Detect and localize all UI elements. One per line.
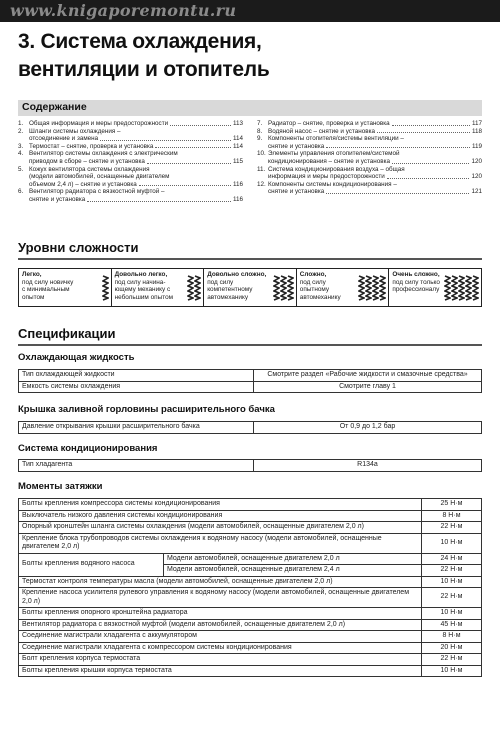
toc-item-line-text: Элементы управления отопителем/системой	[268, 150, 400, 158]
torque-sublabel: Модели автомобилей, оснащенные двигателем 2,0 л	[164, 553, 422, 565]
ac-table	[18, 459, 482, 472]
toc-page-number: 113	[232, 120, 243, 127]
torque-row	[19, 533, 482, 553]
difficulty-description-line: небольшим опытом	[114, 293, 174, 301]
difficulty-label: Сложно,	[299, 271, 327, 278]
difficulty-description-line: профессионалу	[392, 286, 440, 294]
wrench-icon	[102, 274, 109, 302]
toc-page-number: 116	[232, 195, 243, 203]
toc-item-line	[268, 158, 482, 166]
toc-item-line	[29, 150, 243, 158]
toc-item	[257, 120, 482, 128]
toc-page-number: 116	[232, 180, 243, 188]
torque-value: 8 Н·м	[422, 631, 482, 643]
difficulty-description-line: под силу	[299, 278, 326, 286]
spec-value: Смотрите раздел «Рабочие жидкости и смазочные средства»	[254, 370, 482, 382]
difficulty-icons	[357, 271, 386, 304]
difficulty-icons	[443, 271, 479, 304]
torque-row	[19, 665, 482, 677]
toc-item-number: 11.	[257, 165, 266, 173]
toc-item-number: 3.	[18, 142, 24, 150]
toc-item-line	[268, 150, 482, 158]
difficulty-text	[22, 271, 101, 304]
toc-item-text	[268, 181, 482, 196]
torque-value: 45 Н·м	[422, 619, 482, 631]
toc-item-text	[268, 166, 482, 181]
toc-item-line-text: снятие и установка	[268, 142, 325, 150]
chapter-title-line2: вентиляции и отопитель	[18, 58, 270, 81]
torque-row	[19, 576, 482, 588]
spec-row	[19, 422, 482, 434]
wrench-icon	[451, 274, 458, 302]
toc-item-line	[268, 181, 482, 189]
difficulty-label: Очень сложно,	[392, 271, 440, 278]
torque-label: Болты крепления компрессора системы кондиционирования	[19, 499, 422, 511]
toc-item	[18, 150, 243, 165]
toc-leader-dots	[147, 158, 231, 164]
toc-item-line-text: Общая информация и меры предосторожности	[29, 120, 169, 127]
cap-table	[18, 421, 482, 434]
difficulty-level	[204, 269, 297, 306]
toc-page-number: 114	[232, 135, 243, 143]
toc-item-line	[29, 173, 243, 181]
torque-value: 10 Н·м	[422, 533, 482, 553]
difficulty-description-line: под силу новичку	[22, 278, 74, 286]
toc-item-text	[268, 120, 482, 128]
toc-item-line-text: Радиатор – снятие, проверка и установка	[268, 120, 390, 127]
toc-item-line-text: снятие и установка	[268, 188, 325, 196]
toc-item-number: 8.	[257, 127, 263, 135]
difficulty-description-line: автомеханику	[299, 293, 341, 301]
torque-label: Выключатель низкого давления системы кондиционирования	[19, 510, 422, 522]
torque-value: 22 Н·м	[422, 565, 482, 577]
wrench-icon	[358, 274, 365, 302]
wrench-icon	[444, 274, 451, 302]
specs-title: Спецификации	[18, 326, 116, 341]
toc-page-number: 117	[471, 120, 482, 127]
torque-sublabel: Модели автомобилей, оснащенные двигателем 2,4 л	[164, 565, 422, 577]
toc-item-number: 12.	[257, 180, 266, 188]
toc-page-number: 121	[471, 188, 482, 196]
torque-value: 20 Н·м	[422, 642, 482, 654]
toc-item-number: 1.	[18, 120, 24, 127]
coolant-title: Охлаждающая жидкость	[18, 352, 135, 363]
toc-item-line	[268, 188, 482, 196]
toc-item-line	[29, 188, 243, 196]
toc-item-line	[268, 120, 482, 128]
specs-rule	[18, 344, 482, 346]
chapter-title-line1: 3. Система охлаждения,	[18, 30, 262, 53]
toc-item-text	[268, 135, 482, 150]
difficulty-icons	[101, 271, 109, 304]
toc-item-line	[29, 128, 243, 136]
difficulty-description-line: компетентному	[207, 286, 253, 294]
toc-item-line-text: кондиционирования – снятие и установка	[268, 157, 391, 165]
difficulty-text	[300, 271, 358, 304]
torque-label: Болт крепления корпуса термостата	[19, 654, 422, 666]
torque-label: Опорный кронштейн шланга системы охлаждения (модели автомобилей, оснащенные двигателем 2,0 л)	[19, 522, 422, 534]
toc-leader-dots	[392, 120, 470, 126]
toc-page-number: 118	[471, 127, 482, 135]
toc-item-line-text: Система кондиционирования воздуха – общая	[268, 165, 405, 173]
wrench-icon	[187, 274, 194, 302]
toc-leader-dots	[326, 143, 470, 149]
difficulty-title: Уровни сложности	[18, 240, 139, 255]
difficulty-description-line: с минимальным	[22, 286, 70, 294]
torque-label: Крепление блока трубопроводов системы охлаждения к водяному насосу (модели автомобилей, оснащенные двигателем 2,0 л)	[19, 533, 422, 553]
toc-item	[18, 143, 243, 151]
difficulty-description-line: опытному	[299, 286, 330, 294]
toc-item-line-text: Шланги системы охлаждения –	[29, 127, 121, 135]
wrench-icon	[379, 274, 386, 302]
spec-value: От 0,9 до 1,2 бар	[254, 422, 482, 434]
difficulty-text	[115, 271, 187, 304]
difficulty-level	[19, 269, 112, 306]
torque-row	[19, 608, 482, 620]
torque-row	[19, 654, 482, 666]
spec-label: Давление открывания крышки расширительного бачка	[19, 422, 254, 434]
difficulty-text	[392, 271, 443, 304]
spec-label: Тип охлаждающей жидкости	[19, 370, 254, 382]
wrench-icon	[280, 274, 287, 302]
toc-leader-dots	[87, 196, 231, 202]
difficulty-description-line: под силу	[207, 278, 234, 286]
torque-value: 8 Н·м	[422, 510, 482, 522]
toc-item-line	[268, 135, 482, 143]
difficulty-level	[112, 269, 205, 306]
difficulty-label: Довольно сложно,	[207, 271, 267, 278]
toc-item	[18, 120, 243, 128]
difficulty-description-line: под силу начина-	[114, 278, 166, 286]
toc-page-number: 115	[232, 157, 243, 165]
wrench-icon	[372, 274, 379, 302]
toc-page-number: 120	[471, 157, 482, 165]
torque-label: Болты крепления водяного насоса	[19, 553, 164, 576]
toc-leader-dots	[392, 158, 469, 164]
chapter-title	[18, 28, 269, 84]
top-bar	[0, 0, 500, 22]
torque-value: 22 Н·м	[422, 654, 482, 666]
torque-row	[19, 510, 482, 522]
difficulty-levels	[18, 268, 482, 307]
toc-item-line-text: Водяной насос – снятие и установка	[268, 127, 375, 135]
difficulty-icons	[186, 271, 201, 304]
toc-item-text	[268, 128, 482, 136]
difficulty-description-line: под силу только	[392, 278, 440, 286]
torque-row	[19, 619, 482, 631]
toc-item-line	[268, 166, 482, 174]
toc-leader-dots	[155, 143, 231, 149]
toc-leader-dots	[100, 135, 231, 141]
toc-item-line-text: снятие и установка	[29, 195, 86, 203]
toc-title: Содержание	[22, 101, 87, 113]
toc-item-line-text: (модели автомобилей, оснащенные двигателем	[29, 173, 170, 181]
coolant-table	[18, 369, 482, 393]
toc-leader-dots	[326, 188, 469, 194]
torque-label: Болты крепления опорного кронштейна радиатора	[19, 608, 422, 620]
torque-label: Крепление насоса усилителя рулевого управления к водяному насосу (модели автомобилей, оснащенные двигателем 2,0 л)	[19, 588, 422, 608]
spec-row	[19, 381, 482, 393]
toc-item-text	[29, 143, 243, 151]
difficulty-label: Довольно легко,	[114, 271, 168, 278]
torque-value: 10 Н·м	[422, 608, 482, 620]
difficulty-text	[207, 271, 272, 304]
wrench-icon	[273, 274, 280, 302]
difficulty-level	[297, 269, 390, 306]
torque-value: 25 Н·м	[422, 499, 482, 511]
toc-item-line	[29, 135, 243, 143]
toc-leader-dots	[387, 173, 470, 179]
toc-item-text	[29, 128, 243, 143]
watermark: www.knigaporemontu.ru	[10, 1, 237, 20]
wrench-icon	[465, 274, 472, 302]
torque-label: Соединение магистрали хладагента с компрессором системы кондиционирования	[19, 642, 422, 654]
toc-item-line-text: Вентилятор системы охлаждения с электрическим	[29, 150, 178, 158]
difficulty-description-line: автомеханику	[207, 293, 249, 301]
torque-label: Термостат контроля температуры масла (модели автомобилей, оснащенные двигателем 2,0 л)	[19, 576, 422, 588]
torque-row	[19, 522, 482, 534]
toc-item-line	[29, 120, 243, 128]
toc-page-number: 120	[471, 173, 482, 181]
toc-item-text	[29, 166, 243, 189]
torque-row	[19, 631, 482, 643]
difficulty-rule	[18, 258, 482, 260]
toc-item-number: 6.	[18, 188, 24, 196]
torque-label: Вентилятор радиатора с вязкостной муфтой (модели автомобилей, оснащенные двигателем 2,0 л)	[19, 619, 422, 631]
toc-item	[257, 181, 482, 196]
toc-item-number: 10.	[257, 150, 266, 158]
toc-item-number: 2.	[18, 127, 24, 135]
difficulty-label: Легко,	[22, 271, 42, 278]
torque-label: Болты крепления крышки корпуса термостата	[19, 665, 422, 677]
toc-right-column	[257, 120, 482, 196]
toc-item-line-text: информация и меры предосторожности	[268, 173, 385, 181]
toc-item-line-text: Компоненты отопителя/системы вентиляции –	[268, 135, 404, 143]
difficulty-icons	[272, 271, 294, 304]
torque-value: 24 Н·м	[422, 553, 482, 565]
toc-item-line-text: приводом в сборе – снятие и установка	[29, 157, 145, 165]
toc-item	[18, 166, 243, 189]
difficulty-description-line: ющему механику с	[114, 286, 171, 294]
toc-item-line	[29, 143, 243, 151]
toc-item-line	[268, 128, 482, 136]
toc-item	[257, 150, 482, 165]
spec-label: Емкость системы охлаждения	[19, 381, 254, 393]
toc-item-number: 9.	[257, 135, 263, 143]
toc-page-number: 114	[232, 142, 243, 150]
spec-row	[19, 370, 482, 382]
toc-item-line	[268, 173, 482, 181]
toc-item-text	[29, 150, 243, 165]
toc-leader-dots	[139, 181, 231, 187]
torque-value: 22 Н·м	[422, 522, 482, 534]
toc-page-number: 119	[471, 142, 482, 150]
toc-leader-dots	[377, 128, 470, 134]
spec-value: R134a	[254, 460, 482, 472]
torque-value: 22 Н·м	[422, 588, 482, 608]
torque-table	[18, 498, 482, 677]
toc-leader-dots	[170, 120, 231, 126]
toc-item-line-text: Вентилятор радиатора с вязкостной муфтой –	[29, 188, 165, 196]
toc-item-line-text: отсоединение и замена	[29, 135, 99, 143]
torque-row	[19, 642, 482, 654]
wrench-icon	[365, 274, 372, 302]
cap-title: Крышка заливной горловины расширительного бачка	[18, 404, 275, 415]
ac-title: Система кондиционирования	[18, 443, 158, 454]
torque-label: Соединение магистрали хладагента с аккумулятором	[19, 631, 422, 643]
toc-item	[257, 128, 482, 136]
toc-item-line-text: Термостат – снятие, проверка и установка	[29, 142, 154, 150]
toc-item-text	[29, 188, 243, 203]
torque-row	[19, 499, 482, 511]
spec-value: Смотрите главу 1	[254, 381, 482, 393]
toc-item-number: 4.	[18, 150, 24, 158]
toc-left-column	[18, 120, 243, 204]
toc-item-line-text: объемом 2,4 л) – снятие и установка	[29, 180, 137, 188]
wrench-icon	[194, 274, 201, 302]
toc-header-bar	[18, 100, 482, 116]
toc-item-text	[268, 150, 482, 165]
toc-item	[257, 166, 482, 181]
toc-item-line	[29, 158, 243, 166]
spec-row	[19, 460, 482, 472]
toc-item-number: 5.	[18, 165, 24, 173]
torque-title: Моменты затяжки	[18, 481, 103, 492]
toc-item-number: 7.	[257, 120, 263, 127]
toc-item	[257, 135, 482, 150]
wrench-icon	[472, 274, 479, 302]
torque-value: 10 Н·м	[422, 665, 482, 677]
difficulty-description-line: опытом	[22, 293, 45, 301]
torque-row	[19, 588, 482, 608]
wrench-icon	[287, 274, 294, 302]
torque-row	[19, 553, 482, 565]
toc-item	[18, 188, 243, 203]
toc-item-line	[29, 196, 243, 204]
difficulty-level	[389, 269, 481, 306]
wrench-icon	[458, 274, 465, 302]
toc-item-text	[29, 120, 243, 128]
spec-label: Тип хладагента	[19, 460, 254, 472]
toc-item	[18, 128, 243, 143]
torque-value: 10 Н·м	[422, 576, 482, 588]
toc-item-line-text: Кожух вентилятора системы охлаждения	[29, 165, 150, 173]
toc-item-line-text: Компоненты системы кондиционирования –	[268, 180, 397, 188]
